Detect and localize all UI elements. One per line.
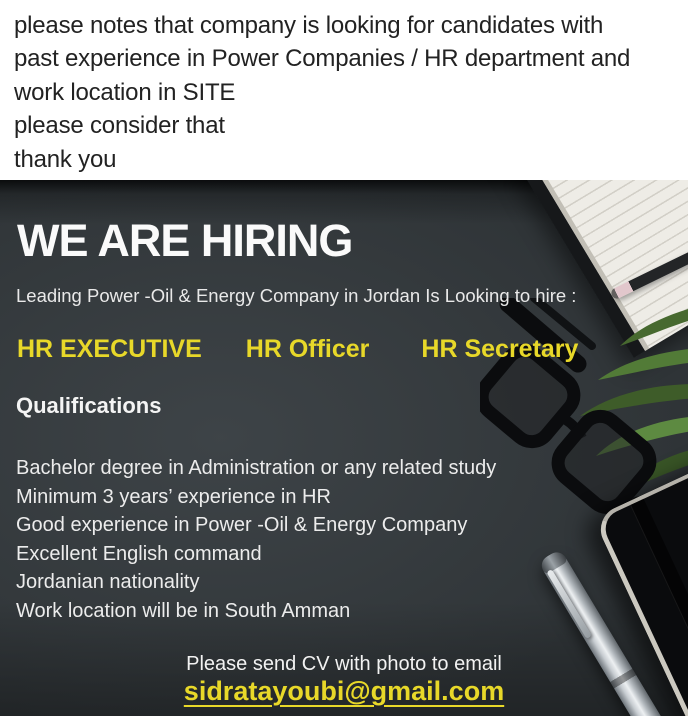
qualification-item: Bachelor degree in Administration or any related study [16,457,497,479]
note-line-1: please notes that company is looking for candidates with [14,12,604,39]
qualification-item: Jordanian nationality [16,571,200,593]
qualification-item: Excellent English command [16,542,262,565]
qualification-item: Good experience in Power -Oil & Energy Company [16,514,468,536]
note-line-3: work location in SITE [14,78,236,106]
qualifications-heading: Qualifications [16,393,162,418]
qualification-item: Work location will be in South Amman [16,599,351,622]
job-positions-row [17,335,578,364]
hiring-flyer [0,180,688,716]
note-line-5: thank you [14,145,117,173]
flyer-subtitle: Leading Power -Oil & Energy Company in Jordan Is Looking to hire : [16,285,577,306]
send-cv-instruction: Please send CV with photo to email [186,653,502,675]
note-section [0,0,688,180]
qualifications-list [16,454,496,625]
email-link[interactable]: sidratayoubi@gmail.com [183,676,505,706]
qualification-item: Minimum 3 years’ experience in HR [16,485,331,508]
email-row [0,677,688,707]
position-hr-executive: HR EXECUTIVE [17,335,202,363]
position-hr-officer: HR Officer [245,335,370,363]
note-line-4: please consider that [14,112,225,140]
note-line-2: past experience in Power Companies / HR department and [14,45,631,73]
flyer-title: WE ARE HIRING [17,215,353,266]
position-hr-secretary: HR Secretary [421,335,579,363]
